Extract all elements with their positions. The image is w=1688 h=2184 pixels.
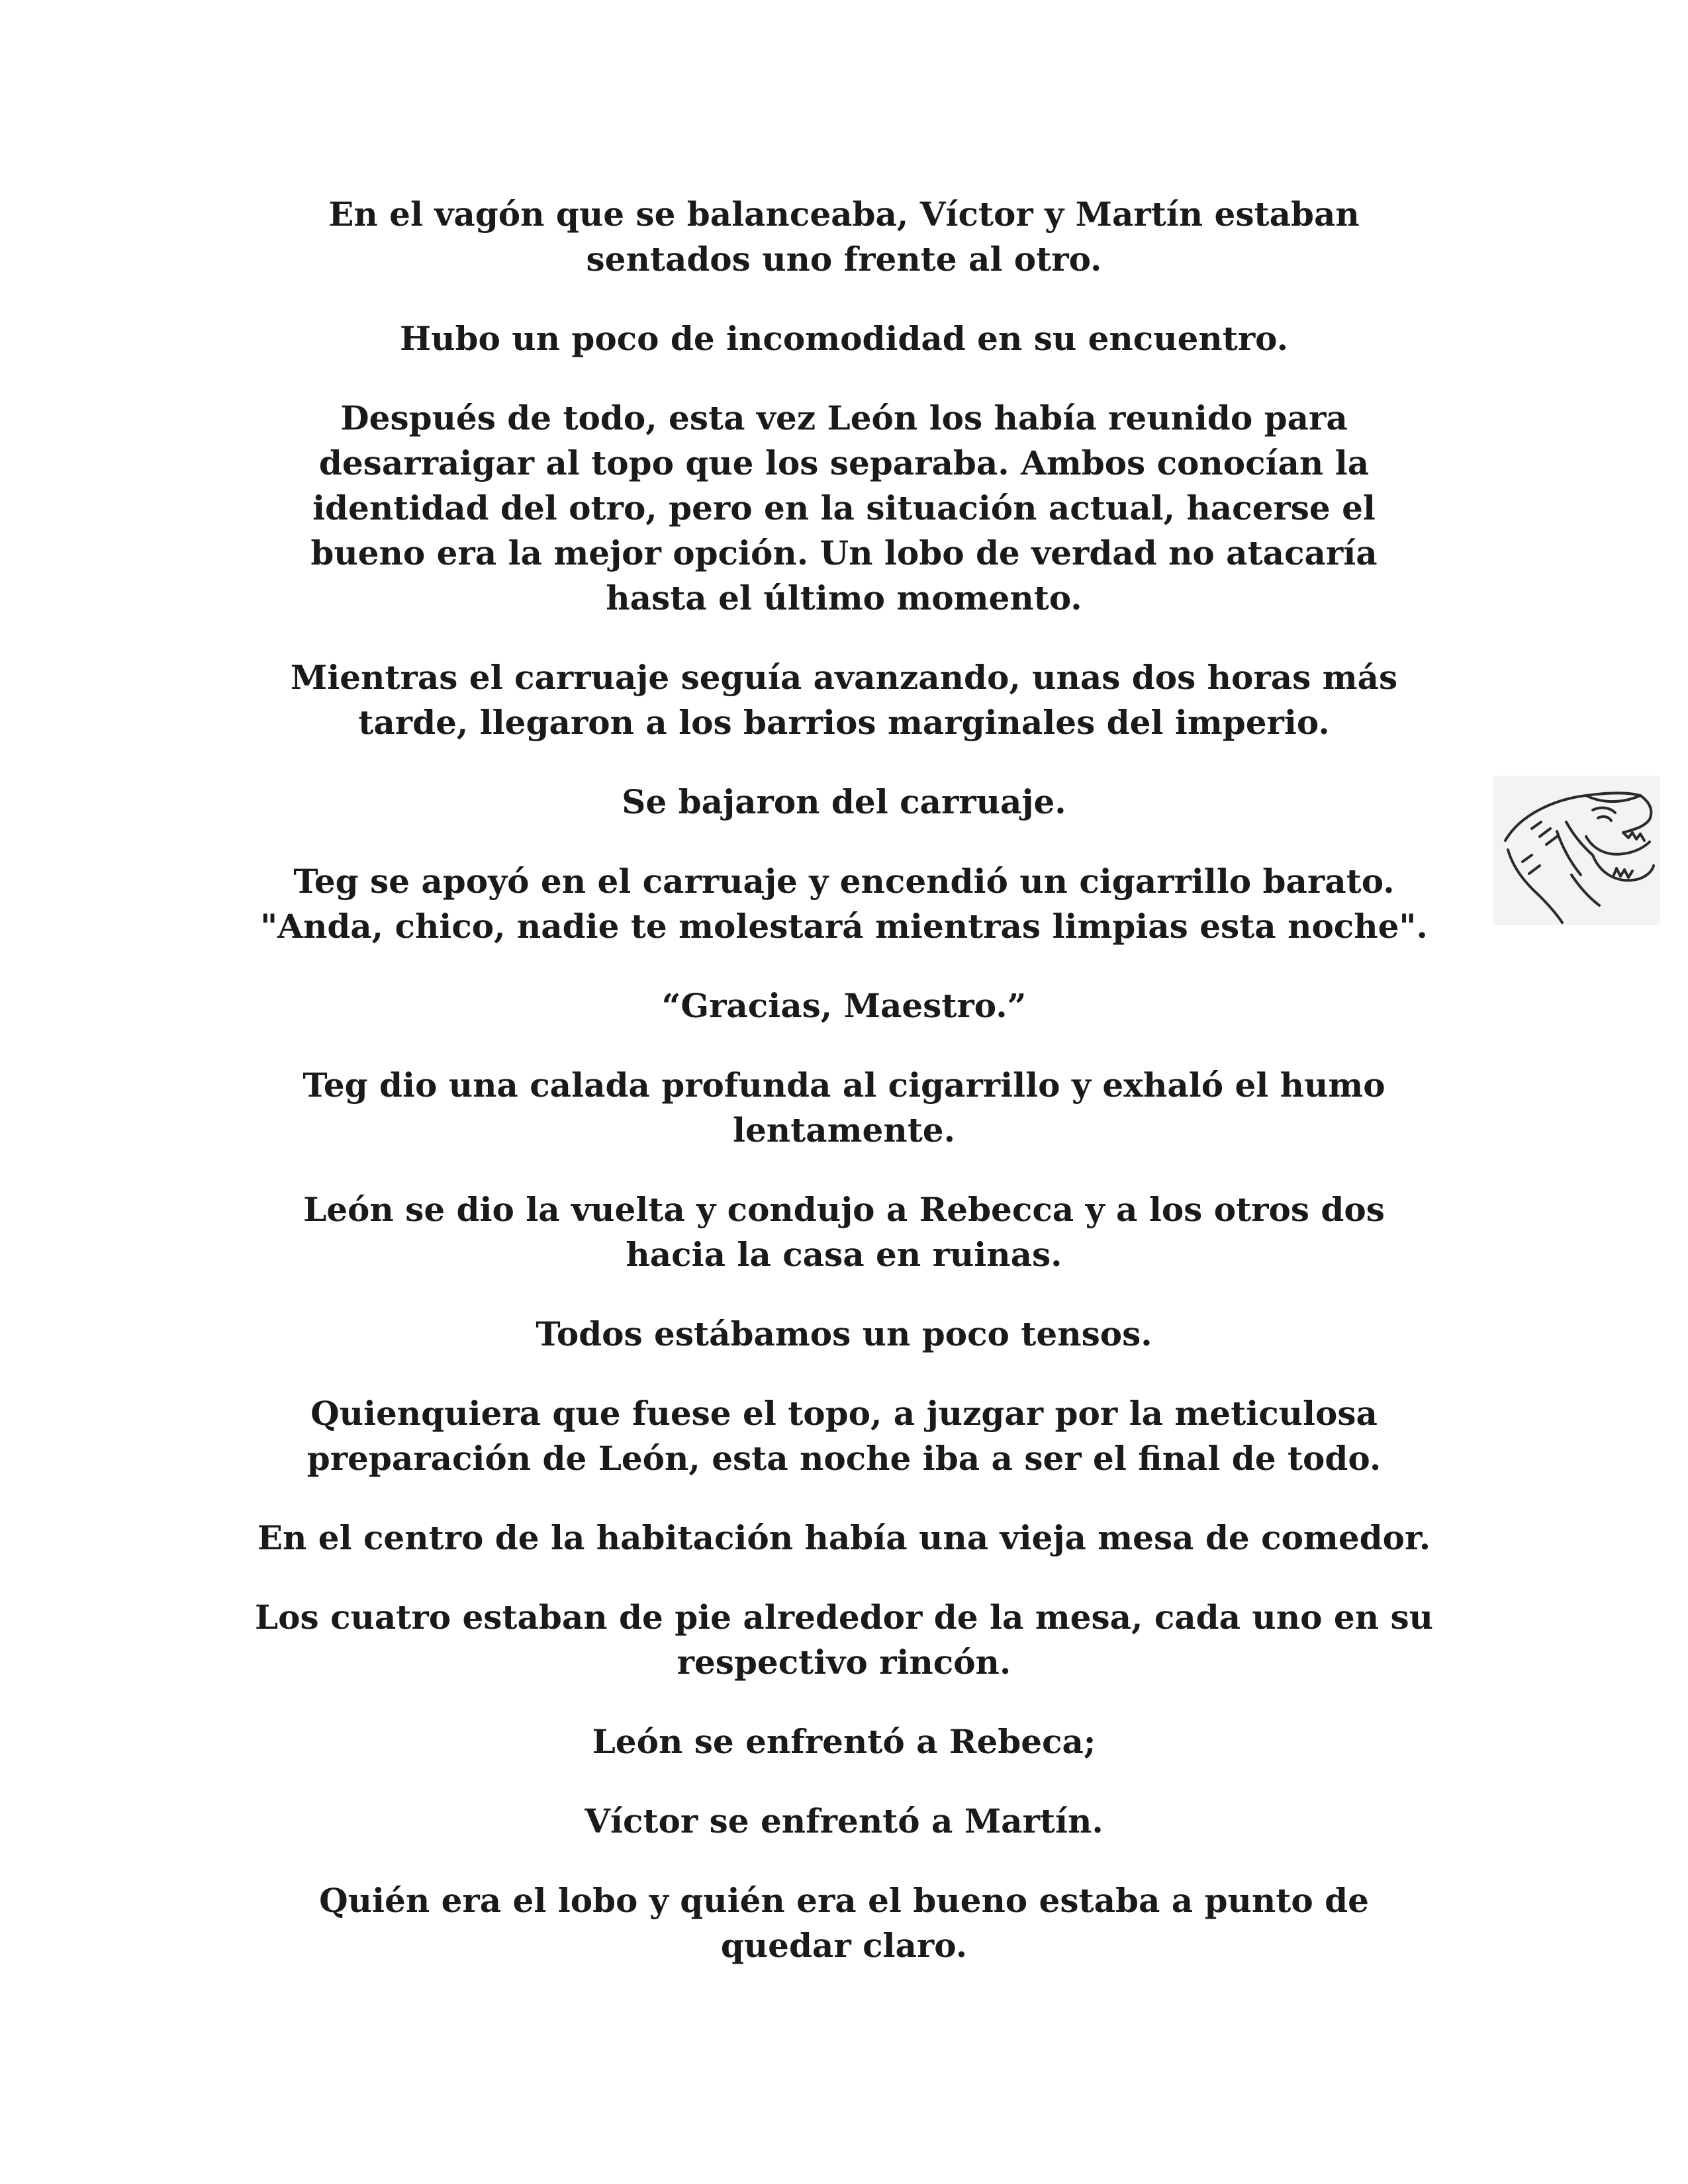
paragraph: Mientras el carruaje seguía avanzando, unas dos horas más tarde, llegaron a los barrios marginales del imperio. <box>290 658 1398 742</box>
paragraph: “Gracias, Maestro.” <box>661 986 1027 1025</box>
paragraph: Hubo un poco de incomodidad en su encuentro. <box>399 319 1289 358</box>
paragraph: Se bajaron del carruaje. <box>622 782 1066 821</box>
dinosaur-sketch-drawing <box>1493 776 1660 925</box>
paragraph: Teg dio una calada profunda al cigarrillo y exhaló el humo lentamente. <box>303 1066 1385 1150</box>
paragraph: León se dio la vuelta y condujo a Rebecca y a los otros dos hacia la casa en ruinas. <box>303 1190 1385 1274</box>
paragraph: Después de todo, esta vez León los había reunido para desarraigar al topo que los separaba. Ambos conocían la identidad del otro, pero en la situación actual, hacerse el bueno era la mejor opción. Un lobo de verdad no atacaría hasta el último momento. <box>310 398 1378 617</box>
paragraph: Los cuatro estaban de pie alrededor de la mesa, cada uno en su respectivo rincón. <box>255 1598 1433 1682</box>
paragraph: Quienquiera que fuese el topo, a juzgar por la meticulosa preparación de León, esta noche iba a ser el final de todo. <box>306 1394 1382 1478</box>
paragraph: Quién era el lobo y quién era el bueno estaba a punto de quedar claro. <box>319 1881 1369 1965</box>
paragraph: Teg se apoyó en el carruaje y encendió un cigarrillo barato. "Anda, chico, nadie te molestará mientras limpias esta noche". <box>260 862 1428 946</box>
paragraph: En el vagón que se balanceaba, Víctor y Martín estaban sentados uno frente al otro. <box>328 195 1360 279</box>
paragraph: Todos estábamos un poco tensos. <box>536 1314 1152 1353</box>
paragraph: En el centro de la habitación había una vieja mesa de comedor. <box>257 1518 1431 1557</box>
paragraph: León se enfrentó a Rebeca; <box>592 1722 1096 1761</box>
dinosaur-head-sketch-icon <box>1493 776 1660 925</box>
story-text <box>212 192 1476 2003</box>
paragraph: Víctor se enfrentó a Martín. <box>585 1801 1103 1841</box>
